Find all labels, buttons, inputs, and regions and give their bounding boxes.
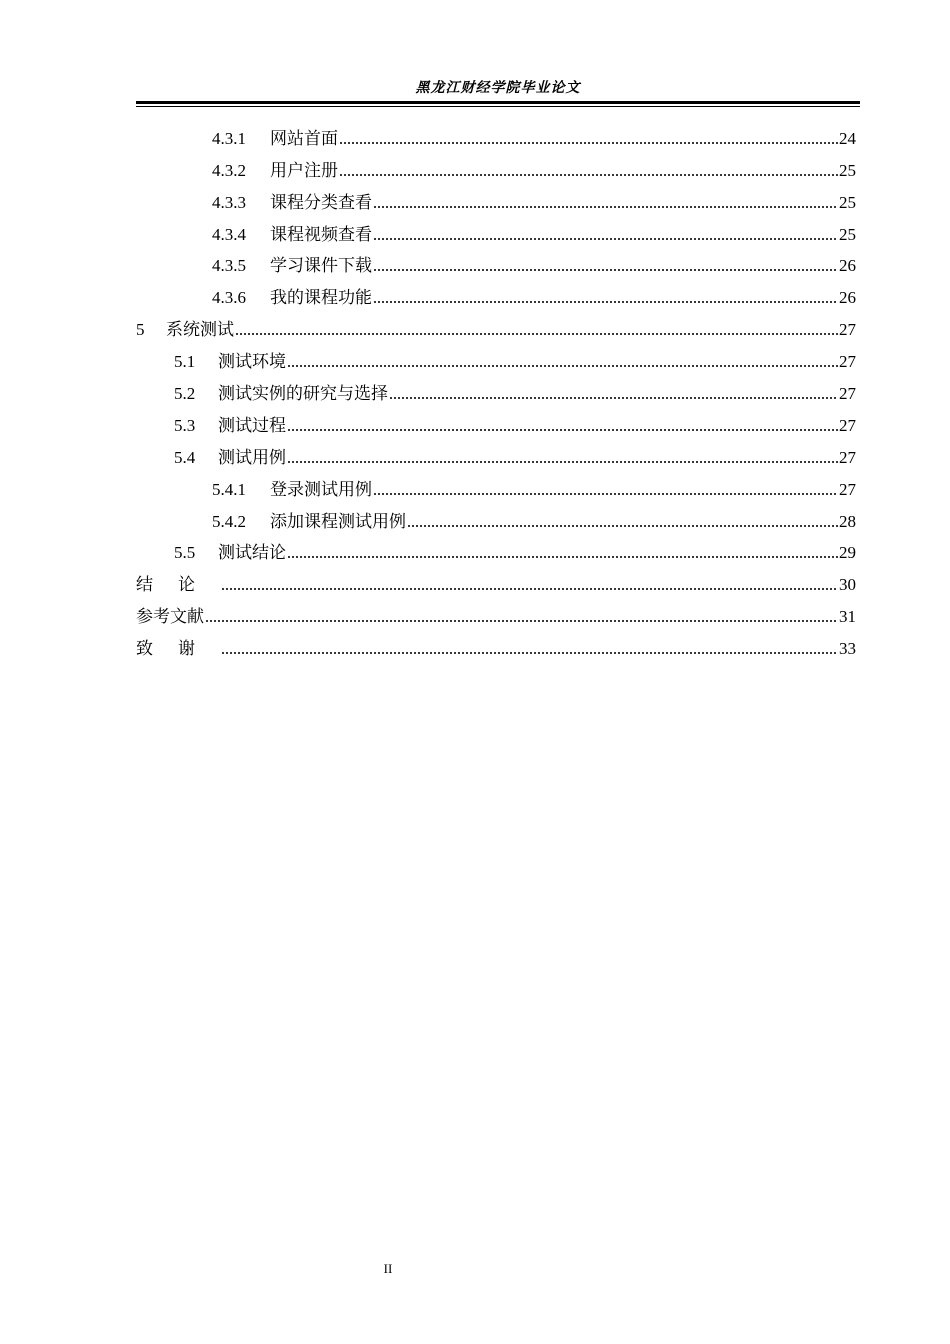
toc-entry-page: 26 — [839, 256, 856, 276]
toc-entry[interactable] — [136, 468, 856, 500]
toc-entry-number: 4.3.3 — [212, 192, 246, 212]
toc-entry-title: 结论 — [136, 575, 220, 595]
toc-dot-leader — [287, 428, 838, 432]
toc-entry-number: 5.4 — [174, 447, 196, 467]
toc-dot-leader — [235, 332, 838, 336]
toc-dot-leader — [221, 651, 838, 655]
toc-dot-leader — [373, 237, 838, 241]
toc-entry-page: 25 — [839, 160, 856, 180]
toc-entry-page: 25 — [839, 192, 856, 212]
toc-entry-page: 33 — [839, 639, 856, 659]
table-of-contents — [136, 117, 856, 659]
toc-entry-number: 5.3 — [174, 415, 196, 435]
toc-entry-page: 27 — [839, 479, 856, 499]
toc-entry-title: 登录测试用例 — [270, 479, 372, 499]
toc-dot-leader — [373, 300, 838, 304]
toc-entry-number: 5.4.1 — [212, 479, 246, 499]
toc-entry-page: 27 — [839, 352, 856, 372]
toc-entry[interactable] — [136, 245, 856, 277]
toc-entry[interactable] — [136, 340, 856, 372]
toc-entry-number: 5.5 — [174, 543, 196, 563]
toc-entry-number: 4.3.5 — [212, 256, 246, 276]
toc-entry[interactable] — [136, 213, 856, 245]
toc-entry-page: 27 — [839, 320, 856, 340]
toc-dot-leader — [287, 555, 838, 559]
toc-dot-leader — [339, 173, 838, 177]
header-rule-thick — [136, 101, 860, 104]
toc-entry-page: 26 — [839, 288, 856, 308]
toc-entry-title: 用户注册 — [270, 160, 338, 180]
toc-dot-leader — [221, 587, 838, 591]
toc-entry-title: 测试实例的研究与选择 — [218, 384, 388, 404]
toc-entry-title: 学习课件下载 — [270, 256, 372, 276]
toc-entry[interactable] — [136, 308, 856, 340]
toc-entry-title: 课程视频查看 — [270, 224, 372, 244]
toc-entry-title: 系统测试 — [166, 320, 234, 340]
toc-dot-leader — [339, 141, 838, 145]
toc-entry-title: 参考文献 — [136, 607, 204, 627]
toc-entry-title: 课程分类查看 — [270, 192, 372, 212]
toc-dot-leader — [373, 268, 838, 272]
toc-entry-page: 30 — [839, 575, 856, 595]
toc-entry-title: 网站首面 — [270, 128, 338, 148]
toc-entry[interactable] — [136, 436, 856, 468]
toc-entry[interactable] — [136, 500, 856, 532]
toc-entry-number: 4.3.2 — [212, 160, 246, 180]
toc-entry-title: 测试用例 — [218, 447, 286, 467]
toc-entry-title: 致谢 — [136, 639, 220, 659]
toc-entry-number: 4.3.4 — [212, 224, 246, 244]
toc-dot-leader — [287, 364, 838, 368]
toc-dot-leader — [373, 492, 838, 496]
toc-dot-leader — [287, 460, 838, 464]
toc-entry-page: 31 — [839, 607, 856, 627]
toc-entry[interactable] — [136, 117, 856, 149]
toc-entry[interactable] — [136, 149, 856, 181]
footer-page-number: II — [383, 1261, 393, 1276]
toc-entry[interactable] — [136, 404, 856, 436]
toc-entry[interactable] — [136, 532, 856, 564]
toc-dot-leader — [205, 619, 838, 623]
toc-entry-number: 5.1 — [174, 352, 196, 372]
toc-entry-page: 27 — [839, 384, 856, 404]
toc-entry-number: 5 — [136, 320, 145, 340]
toc-entry-page: 29 — [839, 543, 856, 563]
toc-entry-number: 4.3.6 — [212, 288, 246, 308]
toc-entry[interactable] — [136, 276, 856, 308]
toc-entry[interactable] — [136, 595, 856, 627]
toc-dot-leader — [389, 396, 838, 400]
toc-entry-title: 测试过程 — [218, 415, 286, 435]
toc-dot-leader — [373, 205, 838, 209]
toc-entry[interactable] — [136, 563, 856, 595]
toc-entry-title: 测试结论 — [218, 543, 286, 563]
running-header-title: 黑龙江财经学院毕业论文 — [415, 81, 581, 96]
toc-entry-page: 28 — [839, 511, 856, 531]
toc-entry[interactable] — [136, 627, 856, 659]
toc-entry-title: 添加课程测试用例 — [270, 511, 406, 531]
toc-entry-number: 4.3.1 — [212, 128, 246, 148]
toc-entry-page: 27 — [839, 415, 856, 435]
toc-entry-page: 25 — [839, 224, 856, 244]
toc-entry-title: 测试环境 — [218, 352, 286, 372]
toc-dot-leader — [407, 524, 838, 528]
toc-entry-title: 我的课程功能 — [270, 288, 372, 308]
toc-entry-number: 5.4.2 — [212, 511, 246, 531]
toc-entry[interactable] — [136, 181, 856, 213]
toc-entry-number: 5.2 — [174, 384, 196, 404]
toc-entry-page: 24 — [839, 128, 856, 148]
toc-entry-page: 27 — [839, 447, 856, 467]
header-rule-thin — [136, 106, 860, 107]
toc-entry[interactable] — [136, 372, 856, 404]
